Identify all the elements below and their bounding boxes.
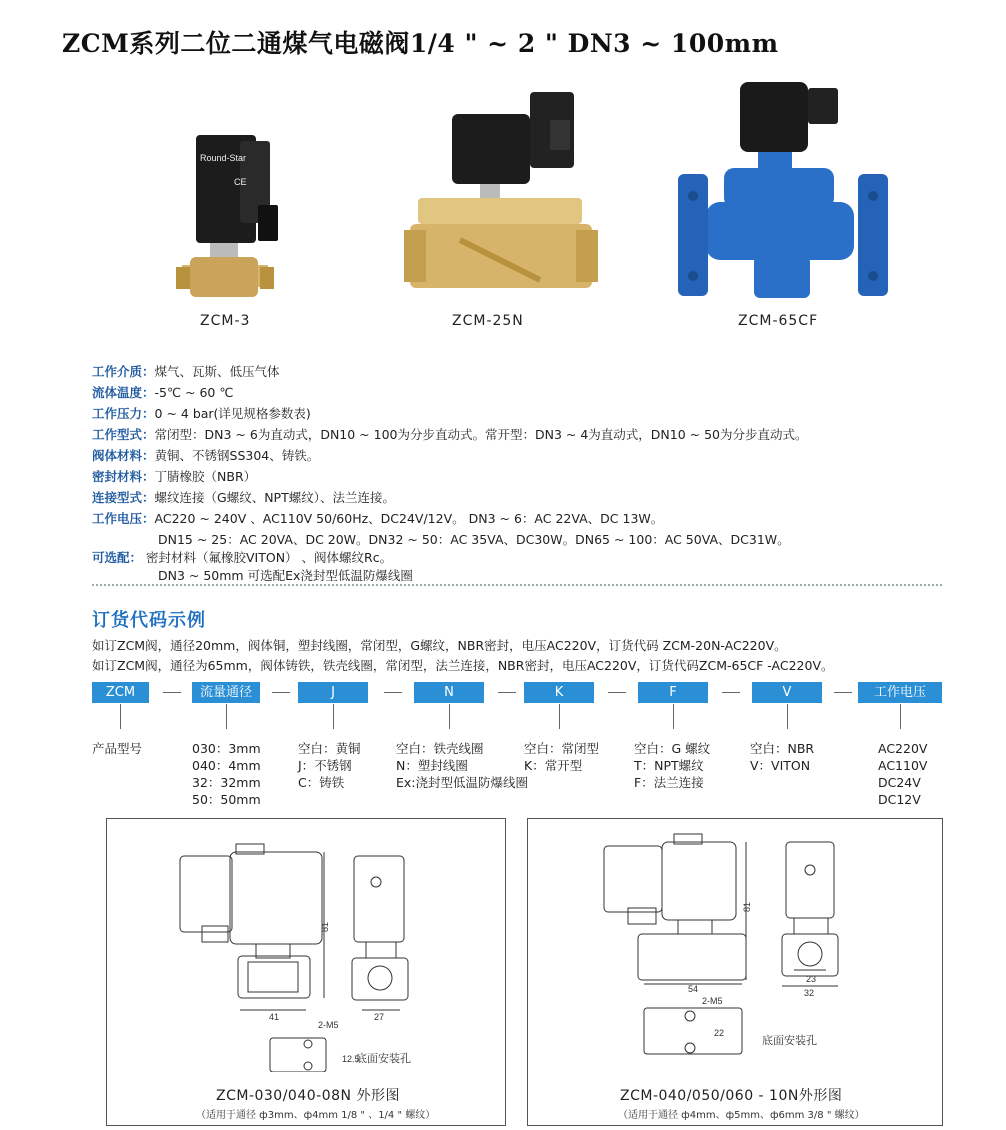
product-zcm-25n-image <box>400 80 600 300</box>
order-example-2: 如订ZCM阀，通径为65mm，阀体铸铁，铁壳线圈，常闭型，法兰连接，NBR密封，电压AC220V，订货代码ZCM-65CF -AC220V。 <box>92 658 834 673</box>
code-connector <box>787 704 788 729</box>
code-dash <box>722 692 740 693</box>
spec-row-pressure: 工作压力：0 ~ 4 bar(详见规格参数表) <box>92 406 311 421</box>
spec-row-voltage: 工作电压：AC220 ~ 240V 、AC110V 50/60Hz、DC24V/12V。 DN3 ~ 6：AC 22VA、DC 13W。 <box>92 511 664 526</box>
dim-width-1: 41 <box>269 1012 280 1022</box>
option-coil: 空白：铁壳线圈 N：塑封线圈 Ex:浇封型低温防爆线圈 <box>396 741 529 790</box>
code-dash <box>163 692 181 693</box>
code-box-v: V <box>752 682 822 703</box>
code-dash <box>498 692 516 693</box>
hole-dim-1: 12.5 <box>342 1054 360 1064</box>
drawing-sub-2: （适用于通径 ф4mm、ф5mm、ф6mm 3/8 " 螺纹） <box>618 1110 865 1121</box>
option-model: 产品型号 <box>92 741 143 756</box>
hole-dim-2: 22 <box>714 1028 725 1038</box>
hole-label-2: 2-M5 <box>702 996 723 1006</box>
option-thread: 空白：G 螺纹 T：NPT螺纹 F：法兰连接 <box>634 741 711 790</box>
order-heading: 订货代码示例 <box>92 610 206 631</box>
option-voltage: AC220V AC110V DC24V DC12V <box>878 741 928 807</box>
spec-row-temperature: 流体温度：-5℃ ~ 60 ℃ <box>92 385 234 400</box>
spec-row-body-material: 阀体材料：黄铜、不锈钢SS304、铸铁。 <box>92 448 320 463</box>
option-function: 空白：常闭型 K：常开型 <box>524 741 600 773</box>
drawing-sub-1: （适用于通径 ф3mm、ф4mm 1/8 " 、1/4 " 螺纹） <box>196 1110 436 1121</box>
dim-width-4: 23 <box>806 974 817 984</box>
dim-width-3: 54 <box>688 984 699 994</box>
code-box-k: K <box>524 682 594 703</box>
product-zcm-3-image <box>170 125 290 305</box>
option-body: 空白：黄铜 J：不锈钢 C：铸铁 <box>298 741 361 790</box>
code-box-f: F <box>638 682 708 703</box>
hole-label-1: 2-M5 <box>318 1020 339 1030</box>
code-box-zcm: ZCM <box>92 682 149 703</box>
code-connector <box>673 704 674 729</box>
dim-width-5: 32 <box>804 988 815 998</box>
product-caption-3: ZCM-65CF <box>738 313 819 329</box>
code-connector <box>449 704 450 729</box>
spec-row-options-cont: DN3 ~ 50mm 可选配Ex浇封型低温防爆线圈 <box>158 568 413 583</box>
code-connector <box>559 704 560 729</box>
dim-width-2: 27 <box>374 1012 385 1022</box>
product-zcm-65cf-image <box>678 76 904 306</box>
product-caption-1: ZCM-3 <box>200 313 251 329</box>
option-seal: 空白：NBR V：VITON <box>750 741 815 773</box>
product-caption-2: ZCM-25N <box>452 313 524 329</box>
spec-row-medium: 工作介质：煤气、瓦斯、低压气体 <box>92 364 280 379</box>
code-dash <box>834 692 852 693</box>
code-box-j: J <box>298 682 368 703</box>
dim-height-1: 81 <box>320 921 330 932</box>
drawing-caption-2: ZCM-040/050/060 - 10N外形图 <box>620 1088 843 1104</box>
option-diameter: 030：3mm 040：4mm 32：32mm 50：50mm <box>192 741 261 807</box>
code-dash <box>608 692 626 693</box>
dim-height-2: 81 <box>742 901 752 912</box>
order-example-1: 如订ZCM阀，通径20mm，阀体铜，塑封线圈，常闭型，G螺纹，NBR密封，电压AC220V，订货代码 ZCM-20N-AC220V。 <box>92 638 787 653</box>
code-connector <box>333 704 334 729</box>
code-connector <box>226 704 227 729</box>
code-connector <box>900 704 901 729</box>
code-box-voltage: 工作电压 <box>858 682 942 703</box>
drawing-2-outline <box>532 822 936 1072</box>
spec-row-seal-material: 密封材料：丁腈橡胶（NBR） <box>92 469 257 484</box>
coil-brand-label: Round-Star <box>200 153 247 163</box>
spec-row-voltage-cont: DN15 ~ 25：AC 20VA、DC 20W。DN32 ~ 50：AC 35VA、DC30W。DN65 ~ 100：AC 50VA、DC31W。 <box>158 532 790 547</box>
code-connector <box>120 704 121 729</box>
code-dash <box>384 692 402 693</box>
code-dash <box>272 692 290 693</box>
spec-row-connection: 连接型式：螺纹连接（G螺纹、NPT螺纹）、法兰连接。 <box>92 490 395 505</box>
section-divider <box>92 584 942 586</box>
code-box-diameter: 流量通径 <box>192 682 260 703</box>
mount-label-1: 底面安装孔 <box>356 1052 411 1065</box>
spec-row-type: 工作型式：常闭型：DN3 ~ 6为直动式，DN10 ~ 100为分步直动式。常开型：DN3 ~ 4为直动式，DN10 ~ 50为分步直动式。 <box>92 427 808 442</box>
drawing-1-outline <box>110 822 500 1072</box>
drawing-caption-1: ZCM-030/040-08N 外形图 <box>216 1088 400 1104</box>
code-box-n: N <box>414 682 484 703</box>
spec-row-options: 可选配： 密封材料（氟橡胶VITON） 、阀体螺纹Rc。 <box>92 550 393 565</box>
page-title: ZCM系列二位二通煤气电磁阀1/4 " ~ 2 " DN3 ~ 100mm <box>62 29 779 58</box>
mount-label-2: 底面安装孔 <box>762 1034 817 1047</box>
ce-mark: CE <box>234 177 247 187</box>
